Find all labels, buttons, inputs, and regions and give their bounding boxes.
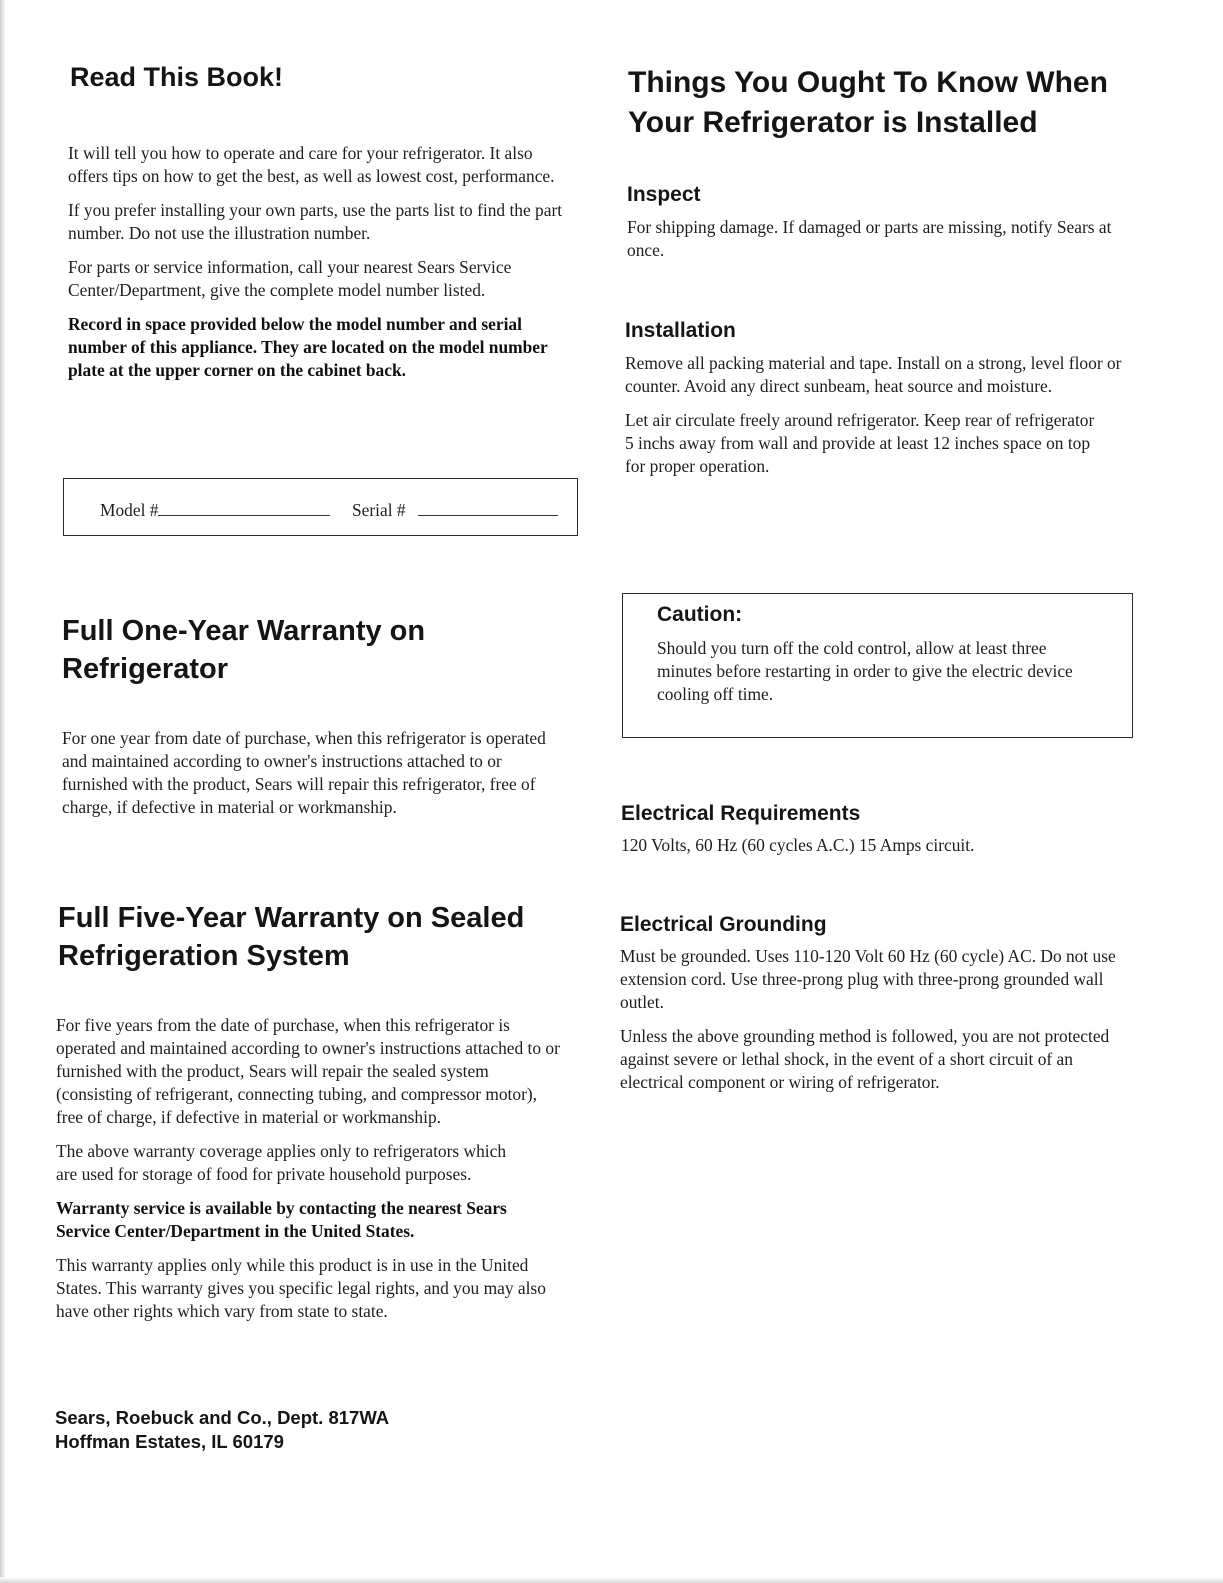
one-year-title-line-1: Full One-Year Warranty on [62, 615, 426, 647]
scan-left-edge [0, 0, 5, 1583]
five-year-title-line-2: Refrigeration System [58, 940, 350, 972]
one-year-title-line-2: Refrigerator [62, 653, 228, 685]
warranty-service-note: Warranty service is available by contacting the nearest Sears Service Center/Department in the United States. [56, 1198, 507, 1241]
caution-text: Should you turn off the cold control, allow at least three minutes before restarting in order to give the electric device cooling off time. [657, 638, 1073, 704]
installation-paragraph-1: Remove all packing material and tape. Install on a strong, level floor or counter. Avoid any direct sunbeam, heat source and moisture. [625, 353, 1122, 396]
electrical-grounding-heading: Electrical Grounding [620, 913, 827, 936]
installation-paragraph-2: Let air circulate freely around refrigerator. Keep rear of refrigerator 5 inchs away from wall and provide at least 12 inches space on top for proper operation. [625, 410, 1095, 476]
model-label: Model # [100, 500, 159, 520]
electrical-requirements-section [621, 801, 1129, 857]
things-to-know-section [628, 63, 1208, 143]
record-instructions: Record in space provided below the model number and serial number of this appliance. They are located on the model number plate at the upper corner on the cabinet back. [68, 314, 548, 380]
things-to-know-title [628, 63, 1208, 143]
electrical-requirements-heading: Electrical Requirements [621, 802, 861, 825]
things-title-line-1: Things You Ought To Know When [628, 66, 1108, 99]
model-number-field [100, 499, 330, 522]
model-serial-box [63, 478, 578, 536]
one-year-warranty-section [62, 612, 592, 688]
one-year-warranty-text: For one year from date of purchase, when this refrigerator is operated and maintained according to owner's instructions attached to or furnished with the product, Sears will repair this refrigerator, free of charge, if defective in material or workmanship. [62, 728, 546, 817]
installation-section [625, 318, 1133, 478]
scan-bottom-edge [0, 1577, 1223, 1583]
read-book-section [70, 58, 590, 96]
inspect-heading: Inspect [627, 183, 701, 206]
five-year-title-line-1: Full Five-Year Warranty on Sealed [58, 902, 525, 934]
electrical-grounding-section [620, 912, 1132, 1094]
read-book-paragraph-2: If you prefer installing your own parts, use the parts list to find the part number. Do not use the illustration number. [68, 200, 563, 243]
caution-box [622, 593, 1133, 738]
serial-number-field [352, 499, 558, 522]
five-year-paragraph-4: This warranty applies only while this product is in use in the United States. This warranty gives you specific legal rights, and you may also have other rights which vary from state to state. [56, 1255, 546, 1321]
electrical-grounding-paragraph-1: Must be grounded. Uses 110-120 Volt 60 Hz (60 cycle) AC. Do not use extension cord. Use three-prong plug with three-prong grounded wall outlet. [620, 946, 1116, 1012]
five-year-paragraph-1: For five years from the date of purchase, when this refrigerator is operated and maintained according to owner's instructions attached to or furnished with the product, Sears will repair the sealed system (consisting of refrigerant, connecting tubing, and compressor motor), free of charge, if defective in material or workmanship. [56, 1015, 560, 1127]
sears-city-line: Hoffman Estates, IL 60179 [55, 1431, 284, 1452]
electrical-grounding-paragraph-2: Unless the above grounding method is followed, you are not protected against severe or lethal shock, in the event of a short circuit of an electrical component or wiring of refrigerator. [620, 1026, 1110, 1092]
things-title-line-2: Your Refrigerator is Installed [628, 106, 1038, 139]
five-year-paragraph-2: The above warranty coverage applies only to refrigerators which are used for storage of food for private household purposes. [56, 1141, 507, 1184]
electrical-requirements-text: 120 Volts, 60 Hz (60 cycles A.C.) 15 Amps circuit. [621, 835, 975, 855]
model-blank-line [158, 515, 330, 516]
read-book-paragraph-3: For parts or service information, call your nearest Sears Service Center/Department, give the complete model number listed. [68, 257, 512, 300]
caution-content [657, 602, 1117, 706]
one-year-warranty-title [62, 612, 592, 688]
serial-label: Serial # [352, 500, 406, 520]
five-year-warranty-body [56, 1014, 566, 1323]
inspect-text: For shipping damage. If damaged or parts are missing, notify Sears at once. [627, 217, 1112, 260]
five-year-warranty-title [58, 899, 598, 975]
read-book-paragraph-1: It will tell you how to operate and care for your refrigerator. It also offers tips on how to get the best, as well as lowest cost, performance. [68, 143, 555, 186]
inspect-section [627, 182, 1127, 262]
read-book-body [68, 142, 576, 382]
installation-heading: Installation [625, 319, 736, 342]
one-year-warranty-body [62, 727, 562, 819]
sears-company-line: Sears, Roebuck and Co., Dept. 817WA [55, 1407, 390, 1428]
serial-blank-line [418, 515, 558, 516]
caution-heading: Caution: [657, 603, 743, 626]
read-book-title: Read This Book! [70, 62, 284, 92]
five-year-warranty-section [58, 899, 598, 975]
sears-address [55, 1406, 555, 1454]
